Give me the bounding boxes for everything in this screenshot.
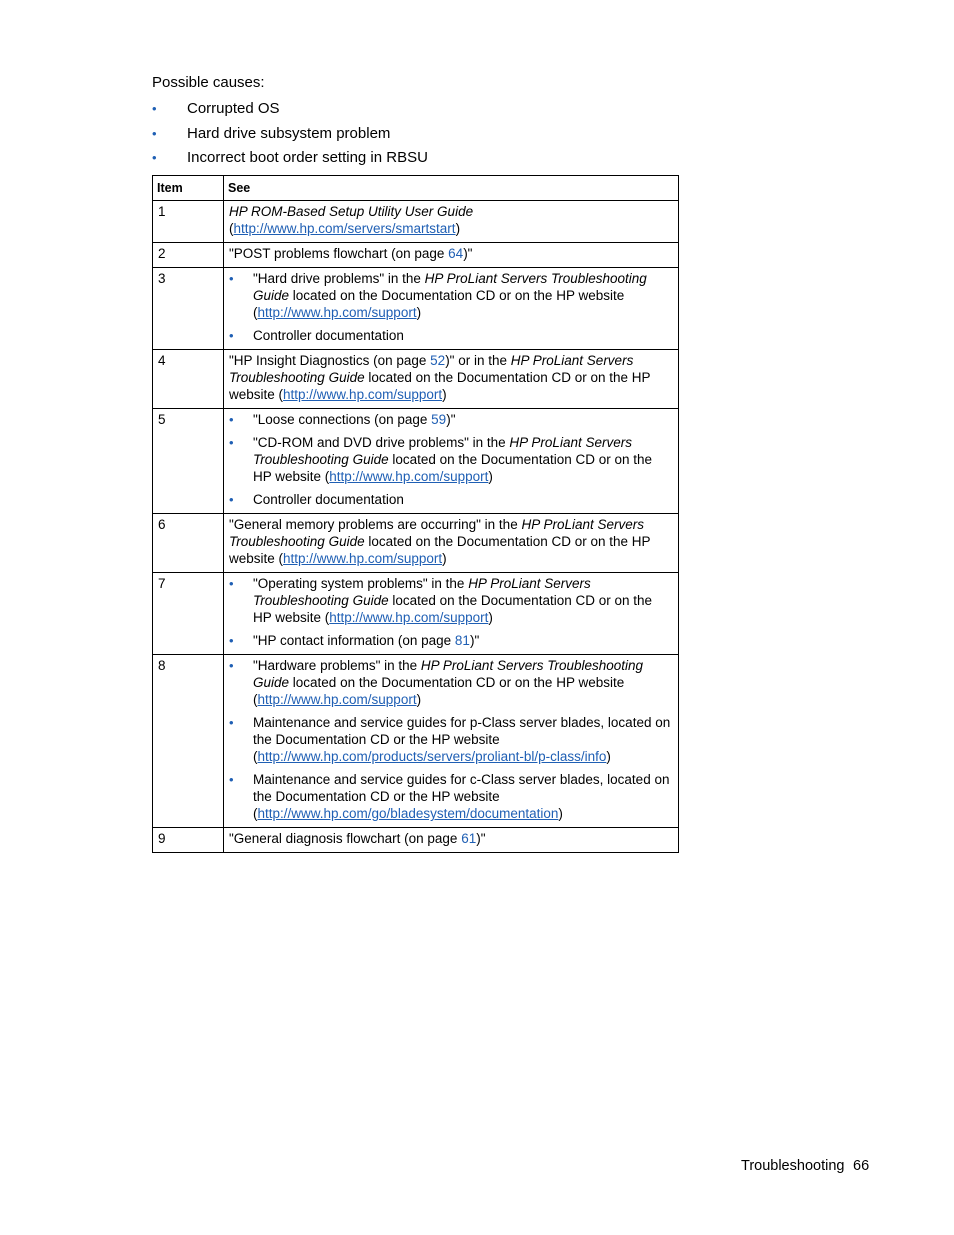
list-item [229, 327, 673, 344]
list-item [229, 771, 673, 822]
ref-text: "CD-ROM and DVD drive problems" in the [253, 435, 510, 450]
list-item [229, 575, 673, 626]
ref-text: Controller documentation [253, 492, 404, 507]
table-row [153, 655, 679, 828]
table-row [153, 268, 679, 350]
list-item [229, 714, 673, 765]
item-number: 9 [153, 828, 224, 853]
sub-list [229, 270, 673, 344]
see-cell [224, 828, 679, 853]
table-row [153, 201, 679, 243]
ref-text: located on the Documentation CD or on the HP website ( [253, 593, 653, 625]
list-item [152, 147, 428, 172]
item-number: 2 [153, 243, 224, 268]
ref-text: located on the Documentation CD or on the HP website ( [229, 534, 651, 566]
ref-text: Maintenance and service guides for c-Class server blades, located on the Documentation CD or the HP website ( [253, 772, 670, 821]
ref-text: )" [476, 831, 486, 846]
see-cell [224, 243, 679, 268]
ref-text: )" or in the [445, 353, 511, 368]
intro-text: Possible causes: [152, 74, 265, 91]
guide-title: HP ROM-Based Setup Utility User Guide [229, 204, 474, 219]
ref-text: "Loose connections (on page [253, 412, 432, 427]
page-link[interactable]: 81 [454, 633, 470, 648]
see-cell [224, 201, 679, 243]
sub-list [229, 657, 673, 822]
table-row [153, 243, 679, 268]
list-item [229, 411, 673, 428]
support-link[interactable]: http://www.hp.com/support [283, 551, 443, 566]
bullet-icon: • [229, 633, 234, 648]
bullet-icon: • [152, 101, 157, 116]
item-number: 6 [153, 514, 224, 573]
page-link[interactable]: 52 [430, 353, 446, 368]
cause-text: Corrupted OS [187, 100, 280, 117]
ref-text: "General memory problems are occurring" in the [229, 517, 522, 532]
bullet-icon: • [229, 412, 234, 427]
ref-text: "Hardware problems" in the [253, 658, 421, 673]
bullet-icon: • [229, 772, 234, 787]
item-number: 7 [153, 573, 224, 655]
ref-text: "HP contact information (on page [253, 633, 455, 648]
ref-text: )" [463, 246, 473, 261]
see-cell [224, 573, 679, 655]
list-item [229, 657, 673, 708]
ref-text: "POST problems flowchart (on page [229, 246, 449, 261]
table-row [153, 350, 679, 409]
page-link[interactable]: 64 [448, 246, 464, 261]
list-item [152, 123, 428, 148]
see-cell [224, 409, 679, 514]
table-header-row [153, 176, 679, 201]
ref-text: "General diagnosis flowchart (on page [229, 831, 462, 846]
bullet-icon: • [152, 150, 157, 165]
paren: ) [442, 387, 447, 402]
ref-text: "Hard drive problems" in the [253, 271, 425, 286]
guide-title: HP ProLiant Servers Troubleshooting Guide [253, 658, 644, 690]
item-number: 4 [153, 350, 224, 409]
ref-text: )" [469, 633, 480, 648]
bladesystem-link[interactable]: http://www.hp.com/go/bladesystem/documentation [257, 806, 559, 821]
guide-title: HP ProLiant Servers Troubleshooting Guide [229, 517, 645, 549]
smartstart-link[interactable]: http://www.hp.com/servers/smartstart [233, 221, 456, 236]
guide-title: HP ProLiant Servers Troubleshooting Guide [253, 271, 647, 303]
list-item [229, 270, 673, 321]
ref-text: Controller documentation [253, 328, 404, 343]
page-number: 66 [853, 1158, 870, 1174]
ref-text: located on the Documentation CD or on the HP website ( [253, 675, 625, 707]
possible-causes-list [152, 98, 428, 172]
paren: ) [455, 221, 461, 236]
item-number: 1 [153, 201, 224, 243]
bullet-icon: • [229, 576, 234, 591]
table-row [153, 573, 679, 655]
guide-title: HP ProLiant Servers Troubleshooting Guide [253, 576, 591, 608]
sub-list [229, 411, 673, 508]
support-link[interactable]: http://www.hp.com/support [257, 692, 417, 707]
item-number: 8 [153, 655, 224, 828]
footer-section: Troubleshooting [741, 1158, 845, 1174]
table-row [153, 828, 679, 853]
guide-title: HP ProLiant Servers Troubleshooting Guide [229, 353, 634, 385]
page-link[interactable]: 61 [461, 831, 477, 846]
item-number: 5 [153, 409, 224, 514]
guide-title: HP ProLiant Servers Troubleshooting Guide [253, 435, 632, 467]
support-link[interactable]: http://www.hp.com/support [329, 469, 489, 484]
paren: ) [606, 749, 611, 764]
ref-text: located on the Documentation CD or on the HP website ( [253, 288, 625, 320]
paren: ) [488, 469, 493, 484]
see-cell [224, 514, 679, 573]
ref-text: located on the Documentation CD or on the HP website ( [229, 370, 651, 402]
paren: ) [416, 305, 422, 320]
paren: ) [442, 551, 447, 566]
item-number: 3 [153, 268, 224, 350]
support-link[interactable]: http://www.hp.com/support [283, 387, 443, 402]
ref-text: located on the Documentation CD or on the HP website ( [253, 452, 653, 484]
sub-list [229, 575, 673, 649]
list-item [229, 434, 673, 485]
bullet-icon: • [152, 125, 157, 141]
bullet-icon: • [229, 658, 234, 673]
list-item [229, 491, 673, 508]
support-link[interactable]: http://www.hp.com/support [257, 305, 417, 320]
ref-text: )" [446, 412, 456, 427]
ref-text: Maintenance and service guides for p-Class server blades, located on the Documentation CD or the HP website ( [253, 715, 671, 764]
header-item: Item [153, 176, 224, 201]
ref-text: "Operating system problems" in the [253, 576, 469, 591]
bullet-icon: • [229, 492, 234, 507]
bullet-icon: • [229, 435, 234, 450]
list-item [229, 632, 673, 649]
ref-text: "HP Insight Diagnostics (on page [229, 353, 431, 368]
p-class-link[interactable]: http://www.hp.com/products/servers/proliant-bl/p-class/info [257, 749, 607, 764]
bullet-icon: • [229, 328, 234, 343]
bullet-icon: • [229, 715, 234, 730]
paren: ) [416, 692, 422, 707]
list-item [152, 98, 428, 123]
paren: ) [488, 610, 493, 625]
see-cell [224, 350, 679, 409]
header-see: See [224, 176, 679, 201]
see-cell [224, 268, 679, 350]
table-row [153, 409, 679, 514]
bullet-icon: • [229, 271, 234, 286]
page-link[interactable]: 59 [431, 412, 447, 427]
table-row [153, 514, 679, 573]
reference-table [152, 175, 679, 853]
paren: ( [229, 221, 234, 236]
see-cell [224, 655, 679, 828]
support-link[interactable]: http://www.hp.com/support [329, 610, 489, 625]
cause-text: Hard drive subsystem problem [187, 124, 391, 142]
paren: ) [558, 806, 563, 821]
cause-text: Incorrect boot order setting in RBSU [187, 149, 428, 166]
